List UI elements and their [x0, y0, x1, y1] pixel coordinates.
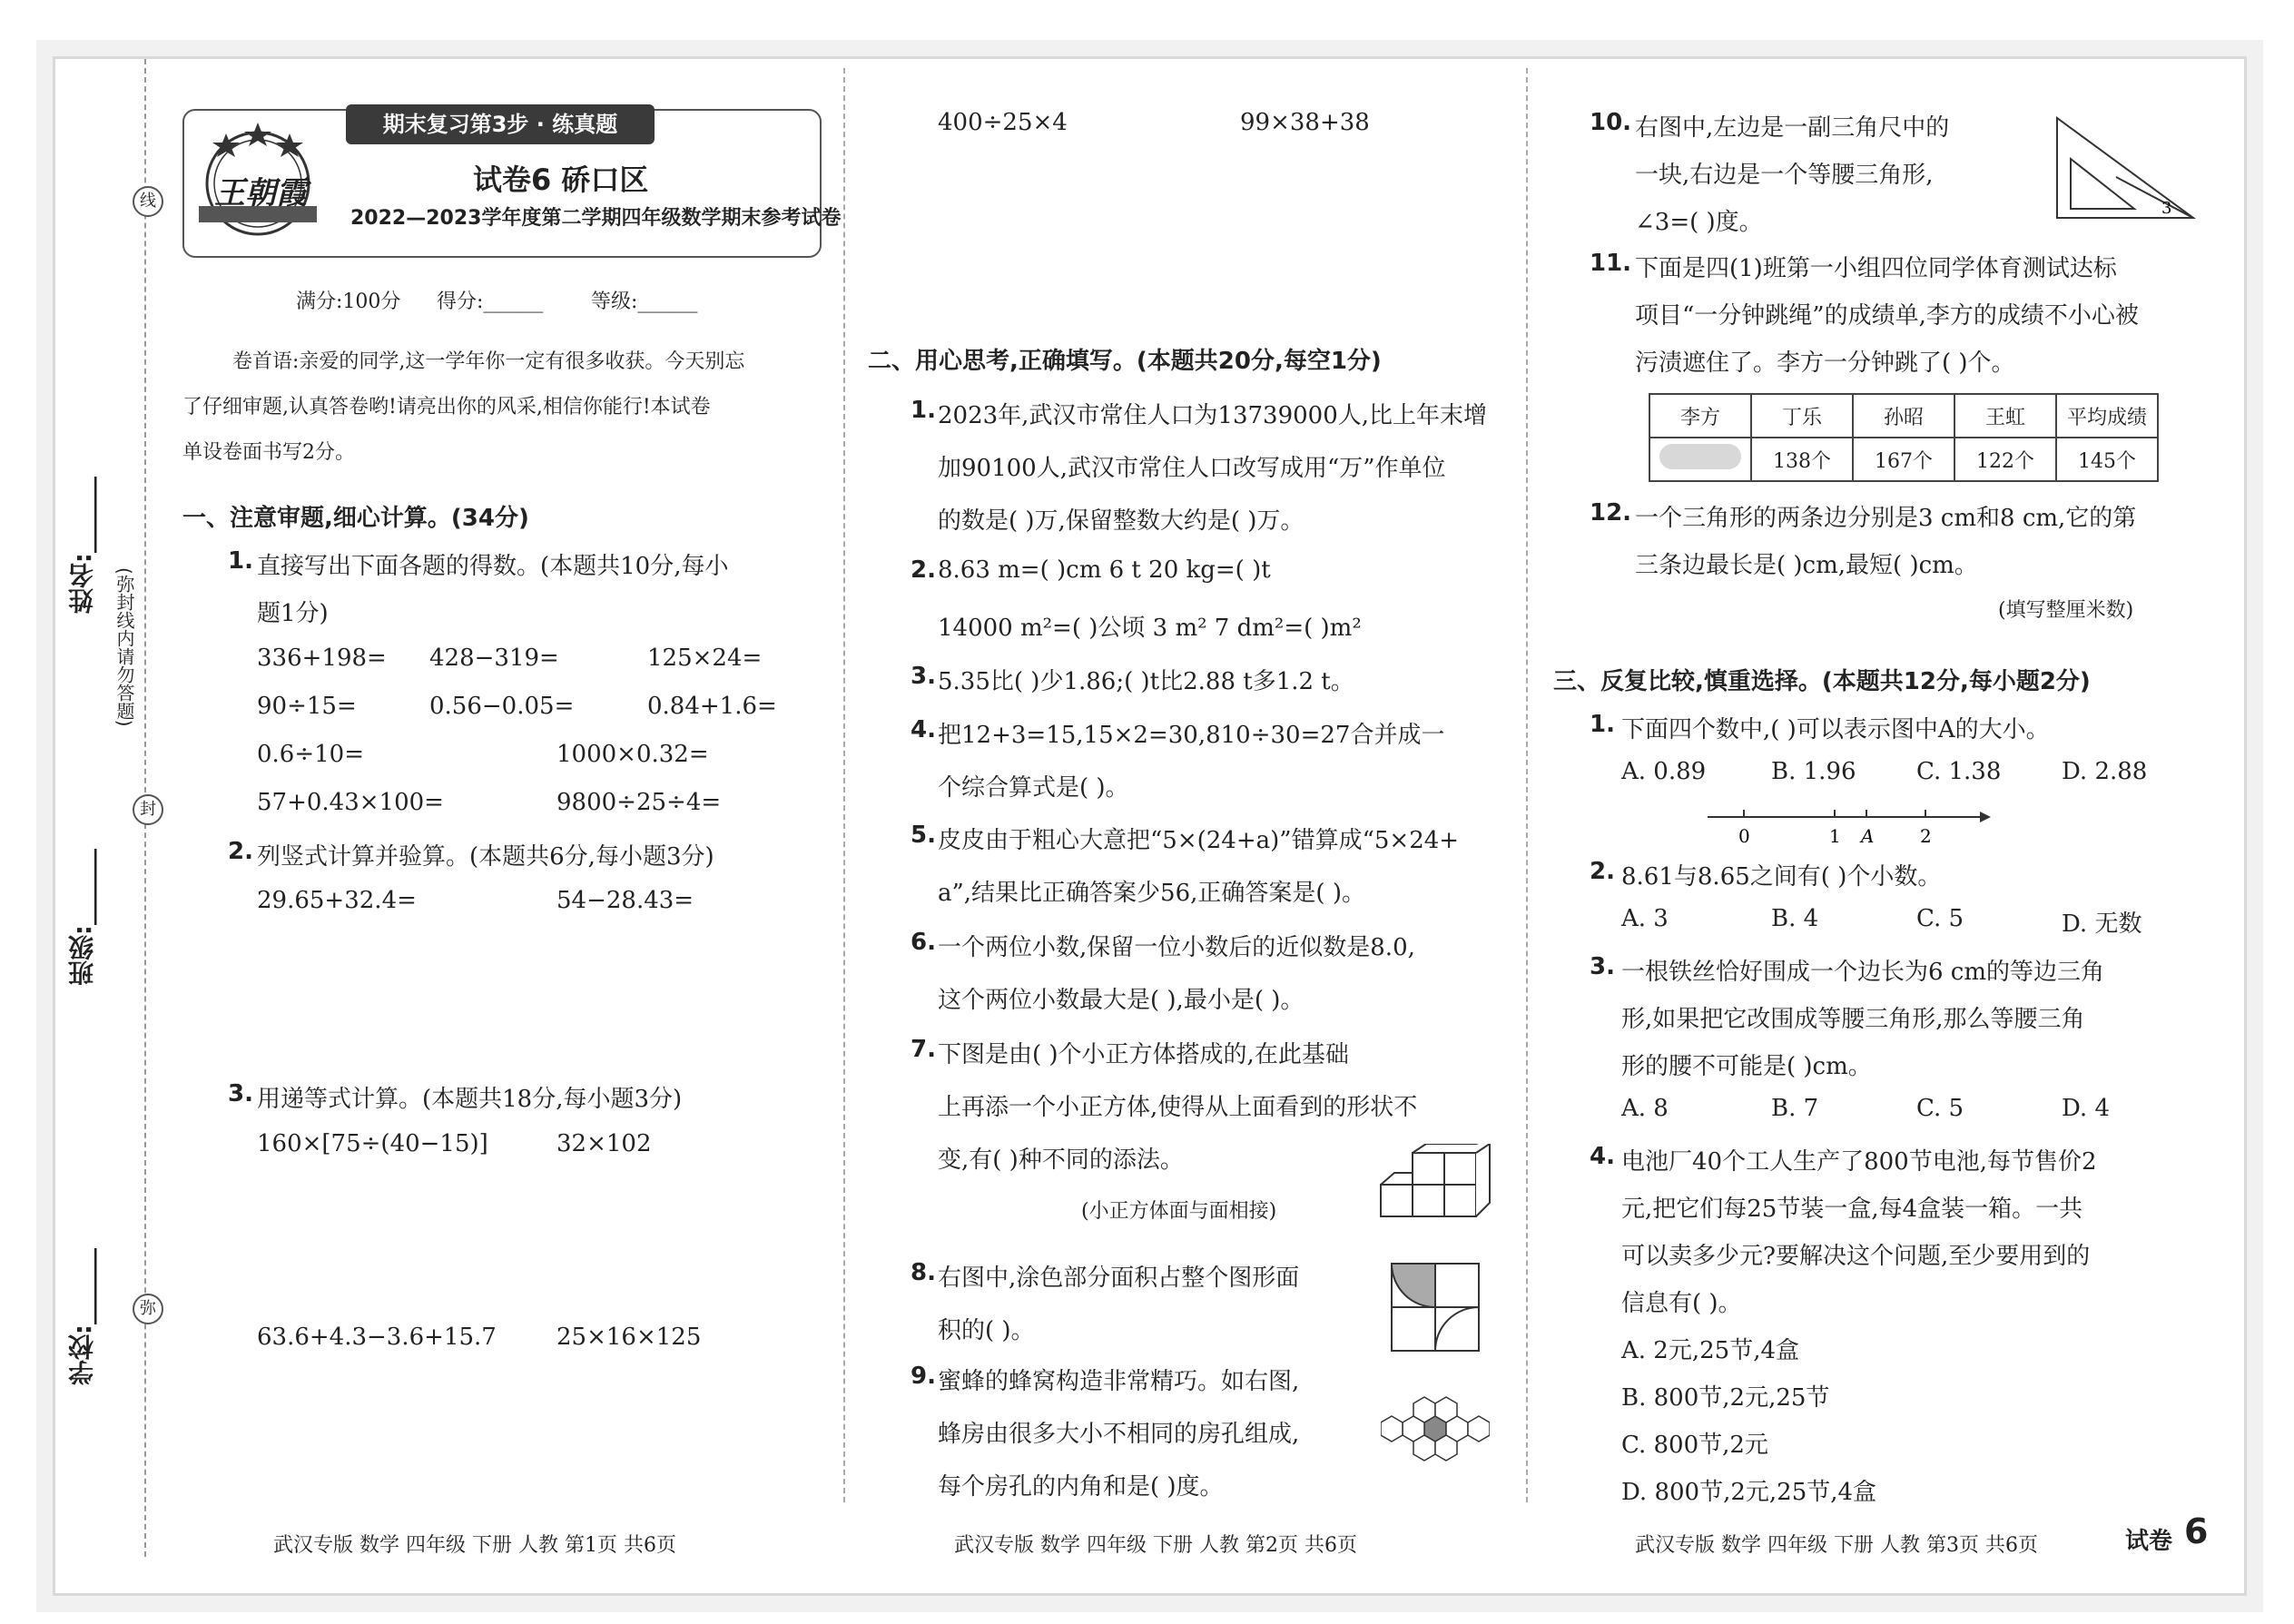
school-field[interactable]: 学校:______ [67, 1248, 97, 1386]
s3-q3-line: 形的腰不可能是( )cm。 [1621, 1053, 1872, 1080]
honeycomb-figure [1381, 1380, 1490, 1480]
s2-q9-line: 蜜蜂的蜂窝构造非常精巧。如右图, [938, 1368, 1300, 1395]
s1-q2-label: 2. [228, 838, 253, 865]
option[interactable]: A. 8 [1621, 1095, 1669, 1122]
table-header: 丁乐 [1751, 394, 1853, 438]
binding-mark-xian: 线 [133, 186, 163, 217]
option[interactable]: D. 800节,2元,25节,4盒 [1621, 1479, 1877, 1506]
stain-cell [1649, 438, 1751, 481]
axis-label: A [1861, 825, 1875, 847]
s1-q1-label: 1. [228, 547, 253, 575]
angle-label: 3 [2161, 199, 2172, 218]
class-field[interactable]: 班级:______ [67, 849, 97, 987]
calc-item: 99×38+38 [1240, 109, 1370, 136]
s1-q3-label: 3. [228, 1080, 253, 1107]
calc-item: 160×[75÷(40−15)] [257, 1130, 488, 1157]
s2-q1-line: 的数是( )万,保留整数大约是( )万。 [938, 507, 1305, 535]
option[interactable]: C. 800节,2元 [1621, 1432, 1768, 1459]
s2-q11-line: 下面是四(1)班第一小组四位同学体育测试达标 [1635, 255, 2117, 282]
s2-q12-line: 三条边最长是( )cm,最短( )cm。 [1635, 552, 1978, 579]
calc-item: 32×102 [556, 1130, 652, 1157]
s2-q7-line: 上再添一个小正方体,使得从上面看到的形状不 [938, 1094, 1418, 1121]
option[interactable]: C. 1.38 [1916, 758, 2002, 785]
table-cell: 122个 [1954, 438, 2056, 481]
option[interactable]: B. 1.96 [1771, 758, 1856, 785]
column-separator-2 [1526, 68, 1528, 1502]
logo-text: 王朝霞 [214, 175, 307, 212]
s3-q2-text: 8.61与8.65之间有( )个小数。 [1621, 863, 1942, 891]
s3-q3-line: 一根铁丝恰好围成一个边长为6 cm的等边三角 [1621, 959, 2105, 986]
table-header: 李方 [1649, 394, 1751, 438]
calc-item: 125×24= [647, 645, 763, 672]
calc-item: 57+0.43×100= [257, 789, 444, 816]
section2-title: 二、用心思考,正确填写。(本题共20分,每空1分) [868, 348, 1382, 375]
s1-q1-text2: 题1分) [257, 600, 329, 627]
s2-q9-line: 蜂房由很多大小不相同的房孔组成, [938, 1421, 1300, 1448]
option[interactable]: B. 800节,2元,25节 [1621, 1384, 1830, 1412]
section3-title: 三、反复比较,慎重选择。(本题共12分,每小题2分) [1553, 668, 2091, 695]
calc-item: 25×16×125 [556, 1324, 702, 1351]
footer-paper-number: 6 [2184, 1511, 2209, 1551]
exam-sheet: 线 封 弥 姓名:______ 班级:______ 学校:______ (弥封线内请勿答题) 王朝霞 期末复习第3步 · 练真题 试卷6 硚口区 2022—2023学年度第二学期四年级数学期末参考试卷 满分:100分 得分:______ 等级:______ 卷首语:亲爱的同学,这一学年你一定有很多收获。今天别忘 了仔细审题,认真答卷哟!请亮出你的风采,相信你能行!本试卷 单设卷面书写2分。 一、注意审题,细心计算。(34分) 1. 直接写出下面各题的得数。(本题共10分,每小 题1分) 336+198= 428−319= 125×24= 90÷15= 0.56−0.05= 0.84+1.6= 0.6÷10= 1000×0.32= 57+0.43×100= 9800÷25÷4= 2. 列竖式计算并验算。(本题共6分,每小题3分) 29.65+32.4= 54−28.43= 3. 用递等式计算。(本题共18分,每小题3分) 160×[75÷(40−15)] 32×102 63.6+4.3−3.6+15.7 25×16×125 400÷25×4 99×38+38 二、用心思考,正确填写。(本题共20分,每空1分) 1. 2023年,武汉市常住人口为13739000人,比上年末增 加90100人,武汉市常住人口改写成用“万”作单位 的数是( )万,保留整数大约是( )万。 2. 8.63 m=( )cm 6 t 20 kg=( )t 14000 m²=( )公顷 3 m² 7 dm²=( )m² 3. 5.35比( )少1.86;( )t比2.88 t多1.2 t。 4. 把12+3=15,15×2=30,810÷30=27合并成一 个综合算式是( )。 5. 皮皮由于粗心大意把“5×(24+a)”错算成“5×24+ a”,结果比正确答案少56,正确答案是( )。 6. 一个两位小数,保留一位小数后的近似数是8.0, 这个两位小数最大是( ),最小是( )。 7. 下图是由( )个小正方体搭成的,在此基础 上再添一个小正方体,使得从上面看到的形状不 变,有( )种不同的添法。 (小正方体面与面相接) 8. 右图中,涂色部分面积占整个图形面 积的( )。 9. 蜜蜂的蜂窝构造非常精巧。如右图, 蜂房由很多大小不相同的房孔组成, 每个房孔的内角和是( )度。 10. 右图中,左边是一副三角尺中的 一块,右边是一个等腰三角形, ∠3=( )度。 3 11. 下面是四(1)班第一小组四位同学体育测试达标 项目“一分钟跳绳”的成绩单,李方的成绩不小心被 污渍遮住了。李方一分钟跳了( )个。 李方 丁乐 孙昭 王虹 平均成绩 138个 167个 122个 145个 12. 一个三角形的两条边分别是3 cm和8 cm,它的第 三条边最长是( )cm,最短( )cm。 (填写整厘米数) 三、反复比较,慎重选择。(本题共12分,每小题2分) 1. 下面四个数中,( )可以表示图中A的大小。 A. 0.89 B. 1.96 C. 1.38 D. 2.88 0 1 A 2 2. 8.61与8.65之间有( )个小数。 A. 3 B. 4 C. 5 D. 无数 3. 一根铁丝恰好围成一个边长为6 cm的等边三角 形,如果把它改围成等腰三角形,那么等腰三角 形的腰不可能是( )cm。 A. 8 B. 7 C. 5 D. 4 4. 电池厂40个工人生产了800节电池,每节售价2 元,把它们每25节装一盒,每4盒装一箱。一共 可以卖多少元?要解决这个问题,至少要用到的 信息有( )。 A. 2元,25节,4盒 B. 800节,2元,25节 C. 800节,2元 D. 800节,2元,25节,4盒 武汉专版 数学 四年级 下册 人教 第1页 共6页 武汉专版 数学 四年级 下册 人教 第2页 共6页 武汉专版 数学 四年级 下册 人教 第3页 共6页 试卷 6 [53, 56, 2247, 1596]
s2-q7-note: (小正方体面与面相接) [1081, 1200, 1277, 1223]
s3-q1-text: 下面四个数中,( )可以表示图中A的大小。 [1621, 716, 2050, 743]
s3-q4-line: 元,把它们每25节装一盒,每4盒装一箱。一共 [1621, 1196, 2083, 1223]
s1-q2-text: 列竖式计算并验算。(本题共6分,每小题3分) [257, 843, 714, 871]
calc-item: 54−28.43= [556, 887, 694, 914]
name-field[interactable]: 姓名:______ [67, 477, 97, 615]
footer-page-2: 武汉专版 数学 四年级 下册 人教 第2页 共6页 [954, 1534, 1357, 1557]
s2-q3-line: 5.35比( )少1.86;( )t比2.88 t多1.2 t。 [938, 668, 1354, 695]
table-cell: 145个 [2056, 438, 2158, 481]
calc-item: 428−319= [429, 645, 559, 672]
s2-q1-line: 加90100人,武汉市常住人口改写成用“万”作单位 [938, 455, 1446, 482]
option[interactable]: A. 2元,25节,4盒 [1621, 1337, 1800, 1364]
axis-label: 2 [1920, 825, 1932, 847]
table-cell: 167个 [1853, 438, 1954, 481]
s2-q8-line: 积的( )。 [938, 1317, 1035, 1344]
table-header: 平均成绩 [2056, 394, 2158, 438]
calc-item: 9800÷25÷4= [556, 789, 722, 816]
s2-q2-line: 8.63 m=( )cm 6 t 20 kg=( )t [938, 556, 1271, 584]
calc-item: 1000×0.32= [556, 741, 709, 768]
preface-line-3: 单设卷面书写2分。 [182, 441, 355, 464]
cubes-figure [1372, 1144, 1499, 1225]
full-score: 满分:100分 [296, 290, 401, 313]
number-line-figure [1708, 799, 1998, 853]
table-cell: 138个 [1751, 438, 1853, 481]
s2-q12-line: 一个三角形的两条边分别是3 cm和8 cm,它的第 [1635, 505, 2137, 532]
grade-field[interactable]: 等级:______ [591, 290, 698, 313]
calc-item: 0.6÷10= [257, 741, 365, 768]
option[interactable]: C. 5 [1916, 1095, 1964, 1122]
stain-blob [1659, 444, 1741, 469]
s2-q9-line: 每个房孔的内角和是( )度。 [938, 1473, 1224, 1501]
calc-item: 63.6+4.3−3.6+15.7 [257, 1324, 497, 1351]
s2-q2-line: 14000 m²=( )公顷 3 m² 7 dm²=( )m² [938, 615, 1362, 642]
option[interactable]: C. 5 [1916, 905, 1964, 932]
s3-q4-line: 电池厂40个工人生产了800节电池,每节售价2 [1621, 1148, 2097, 1176]
calc-item: 0.56−0.05= [429, 693, 575, 720]
s2-q8-line: 右图中,涂色部分面积占整个图形面 [938, 1265, 1300, 1292]
paper-title: 试卷6 硚口区 [473, 162, 649, 197]
table-header: 王虹 [1954, 394, 2056, 438]
option[interactable]: D. 4 [2062, 1095, 2110, 1122]
option[interactable]: A. 3 [1621, 905, 1669, 932]
preface-line-1: 卷首语:亲爱的同学,这一学年你一定有很多收获。今天别忘 [232, 350, 745, 373]
axis-label: 1 [1829, 825, 1841, 847]
option[interactable]: D. 2.88 [2062, 758, 2148, 785]
set-square-figure [2053, 113, 2198, 222]
column-separator-1 [843, 68, 845, 1502]
calc-item: 336+198= [257, 645, 387, 672]
s2-q5-line: a”,结果比正确答案少56,正确答案是( )。 [938, 880, 1365, 907]
calc-item: 0.84+1.6= [647, 693, 777, 720]
section-tag: 期末复习第3步 · 练真题 [346, 104, 655, 144]
s1-q3-text: 用递等式计算。(本题共18分,每小题3分) [257, 1086, 683, 1113]
s2-q12-note: (填写整厘米数) [1998, 599, 2134, 622]
s2-q1-line: 2023年,武汉市常住人口为13739000人,比上年末增 [938, 402, 1488, 429]
preface-line-2: 了仔细审题,认真答卷哟!请亮出你的风采,相信你能行!本试卷 [182, 396, 711, 418]
s2-q4-line: 把12+3=15,15×2=30,810÷30=27合并成一 [938, 722, 1445, 749]
option[interactable]: B. 4 [1771, 905, 1819, 932]
table-header: 孙昭 [1853, 394, 1954, 438]
calc-item: 90÷15= [257, 693, 357, 720]
s1-q1-text: 直接写出下面各题的得数。(本题共10分,每小 [257, 553, 729, 580]
s2-q11-line: 污渍遮住了。李方一分钟跳了( )个。 [1635, 349, 2015, 377]
binding-note: (弥封线内请勿答题) [113, 567, 135, 727]
binding-mark-mi: 弥 [133, 1294, 163, 1324]
s2-q5-line: 皮皮由于粗心大意把“5×(24+a)”错算成“5×24+ [938, 827, 1460, 854]
s2-q7-line: 下图是由( )个小正方体搭成的,在此基础 [938, 1041, 1349, 1068]
footer-page-1: 武汉专版 数学 四年级 下册 人教 第1页 共6页 [273, 1534, 676, 1557]
s2-q10-line: ∠3=( )度。 [1635, 209, 1763, 236]
axis-label: 0 [1738, 825, 1750, 847]
binding-mark-feng: 封 [133, 794, 163, 825]
s3-q4-line: 信息有( )。 [1621, 1290, 1742, 1317]
shaded-square-figure [1390, 1262, 1481, 1353]
section1-title: 一、注意审题,细心计算。(34分) [182, 505, 529, 532]
calc-item: 29.65+32.4= [257, 887, 417, 914]
s2-q4-line: 个综合算式是( )。 [938, 774, 1129, 802]
calc-item: 400÷25×4 [938, 109, 1068, 136]
option[interactable]: D. 无数 [2062, 910, 2142, 938]
option[interactable]: B. 7 [1771, 1095, 1819, 1122]
option[interactable]: A. 0.89 [1621, 758, 1707, 785]
s3-q3-line: 形,如果把它改围成等腰三角形,那么等腰三角 [1621, 1006, 2085, 1033]
score-table [1649, 393, 2159, 482]
score-field[interactable]: 得分:______ [437, 290, 544, 313]
s2-q10-line: 一块,右边是一个等腰三角形, [1635, 162, 1934, 189]
s2-q6-line: 一个两位小数,保留一位小数后的近似数是8.0, [938, 934, 1415, 961]
s2-q7-line: 变,有( )种不同的添法。 [938, 1147, 1184, 1174]
s2-q10-line: 右图中,左边是一副三角尺中的 [1635, 114, 1950, 142]
paper-subtitle: 2022—2023学年度第二学期四年级数学期末参考试卷 [350, 207, 842, 230]
s2-q11-line: 项目“一分钟跳绳”的成绩单,李方的成绩不小心被 [1635, 302, 2139, 330]
s2-q6-line: 这个两位小数最大是( ),最小是( )。 [938, 987, 1305, 1014]
footer-page-3: 武汉专版 数学 四年级 下册 人教 第3页 共6页 [1635, 1534, 2038, 1557]
footer-paper-tag: 试卷 [2125, 1528, 2173, 1555]
s3-q4-line: 可以卖多少元?要解决这个问题,至少要用到的 [1621, 1243, 2091, 1270]
